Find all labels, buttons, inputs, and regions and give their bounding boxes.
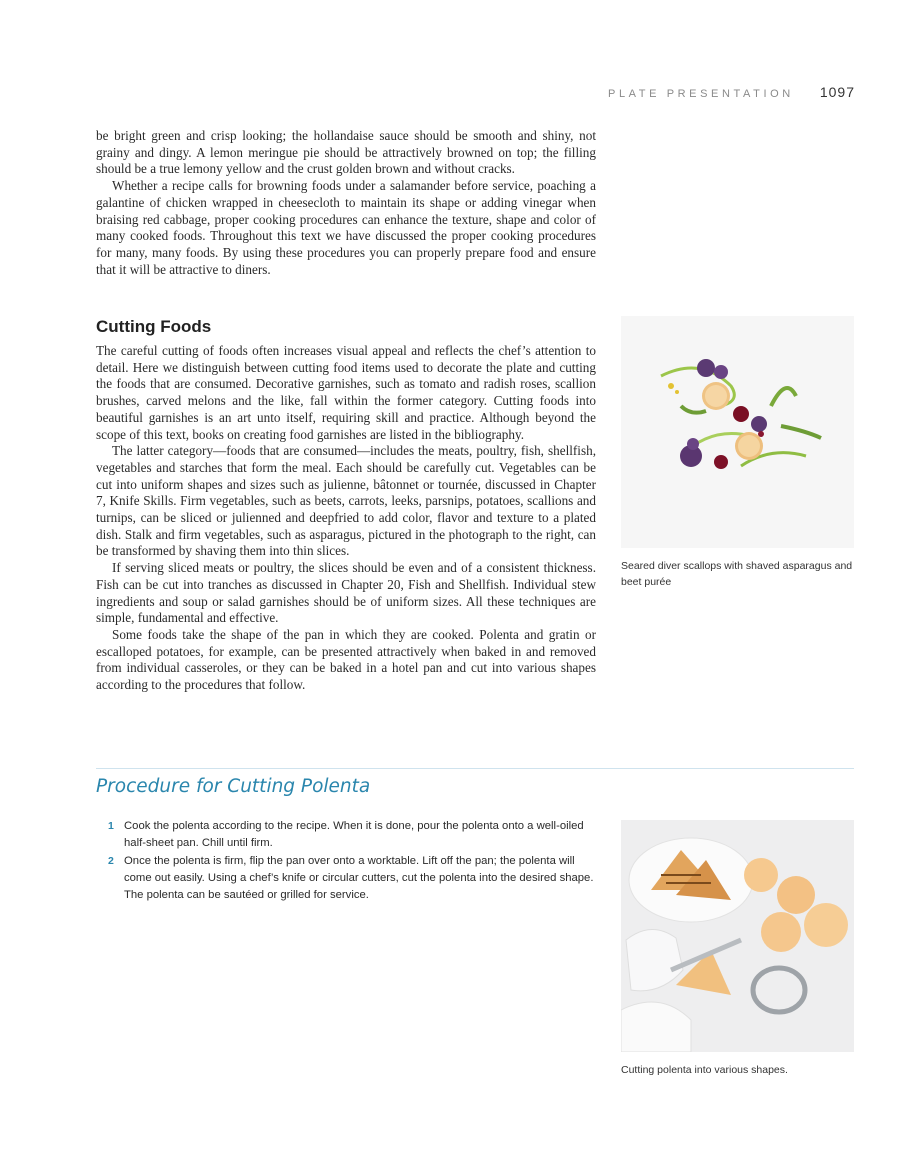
scallops-photo — [621, 316, 854, 548]
scallops-caption: Seared diver scallops with shaved asparagus and beet purée — [621, 560, 853, 588]
body-paragraph: Some foods take the shape of the pan in which they are cooked. Polenta and gratin or escalloped potatoes, for example, can be presented attractively when baked in and removed from individual casseroles, or they can be baked in a hotel pan and cut into various shapes according to the procedures that follow. — [96, 626, 596, 693]
procedure-step — [108, 818, 598, 852]
step-text: Cook the polenta according to the recipe. When it is done, pour the polenta onto a well-oiled half-sheet pan. Chill until firm. — [124, 820, 584, 849]
step-number: 2 — [108, 855, 114, 867]
running-header — [600, 84, 855, 102]
procedure-step — [108, 853, 598, 904]
step-text: Once the polenta is firm, flip the pan over onto a worktable. Lift off the pan; the polenta will come out easily. Using a chef’s knife or circular cutters, cut the polenta into the desired shape. The polenta can be sautéed or grilled for service. — [124, 855, 594, 901]
cutting-foods-section — [96, 316, 596, 694]
section-heading: Cutting Foods — [96, 317, 212, 336]
intro-paragraph: be bright green and crisp looking; the hollandaise sauce should be smooth and shiny, not grainy and dingy. A lemon meringue pie should be attractively browned on top; the filling should be a true lemony yellow and the crust golden brown and without cracks. — [96, 128, 596, 177]
intro-text — [96, 128, 596, 278]
polenta-caption: Cutting polenta into various shapes. — [621, 1064, 788, 1076]
intro-paragraph: Whether a recipe calls for browning foods under a salamander before service, poaching a galantine of chicken wrapped in cheesecloth to maintain its shape or adding vinegar when braising red cabbage, proper cooking procedures can enhance the texture, shape and color of many cooked foods. Throughout this text we have discussed the proper cooking procedures for many, many foods. By using these procedures you can properly prepare food and ensure that it will be attractive to diners. — [96, 178, 596, 277]
body-paragraph: If serving sliced meats or poultry, the slices should be even and of a consistent thickness. Fish can be cut into tranches as discussed in Chapter 20, Fish and Shellfish. Individual stew ingredients and soup or salad garnishes should be of uniform sizes. All these techniques are simple, fundamental and effective. — [96, 560, 596, 626]
running-title: PLATE PRESENTATION — [608, 88, 794, 100]
step-number: 1 — [108, 820, 114, 832]
body-paragraph: The latter category—foods that are consumed—includes the meats, poultry, fish, shellfish, vegetables and starches that form the meal. Each should be carefully cut. Vegetables can be cut into uniform shapes and sizes such as julienne, bâtonnet or tournée, discussed in Chapter 7, Knife Skills. Firm vegetables, such as beets, carrots, leeks, parsnips, potatoes, scallions and turnips, can be sliced or julienned and deepfried to add color, flavor and texture to a plated dish. Stalk and firm vegetables, such as asparagus, pictured in the photograph to the right, can be transformed by shaving them into thin slices. — [96, 443, 596, 559]
procedure-title: Procedure for Cutting Polenta — [96, 776, 371, 797]
section-divider — [96, 768, 854, 769]
body-paragraph: The careful cutting of foods often increases visual appeal and reflects the chef’s attention to detail. Here we distinguish between cutting food items used to decorate the plate and cutting the foods that are consumed. Decorative garnishes, such as tomato and radish roses, scallion brushes, carved melons and the like, fall within the former category. Cutting foods into beautiful garnishes is an art unto itself, requiring skill and practice. Although beyond the scope of this text, books on creating food garnishes are listed in the bibliography. — [96, 343, 596, 442]
polenta-illustration — [621, 820, 854, 1052]
page-number: 1097 — [819, 84, 855, 100]
scallops-illustration — [621, 316, 854, 548]
polenta-photo — [621, 820, 854, 1052]
procedure-steps — [108, 818, 598, 905]
